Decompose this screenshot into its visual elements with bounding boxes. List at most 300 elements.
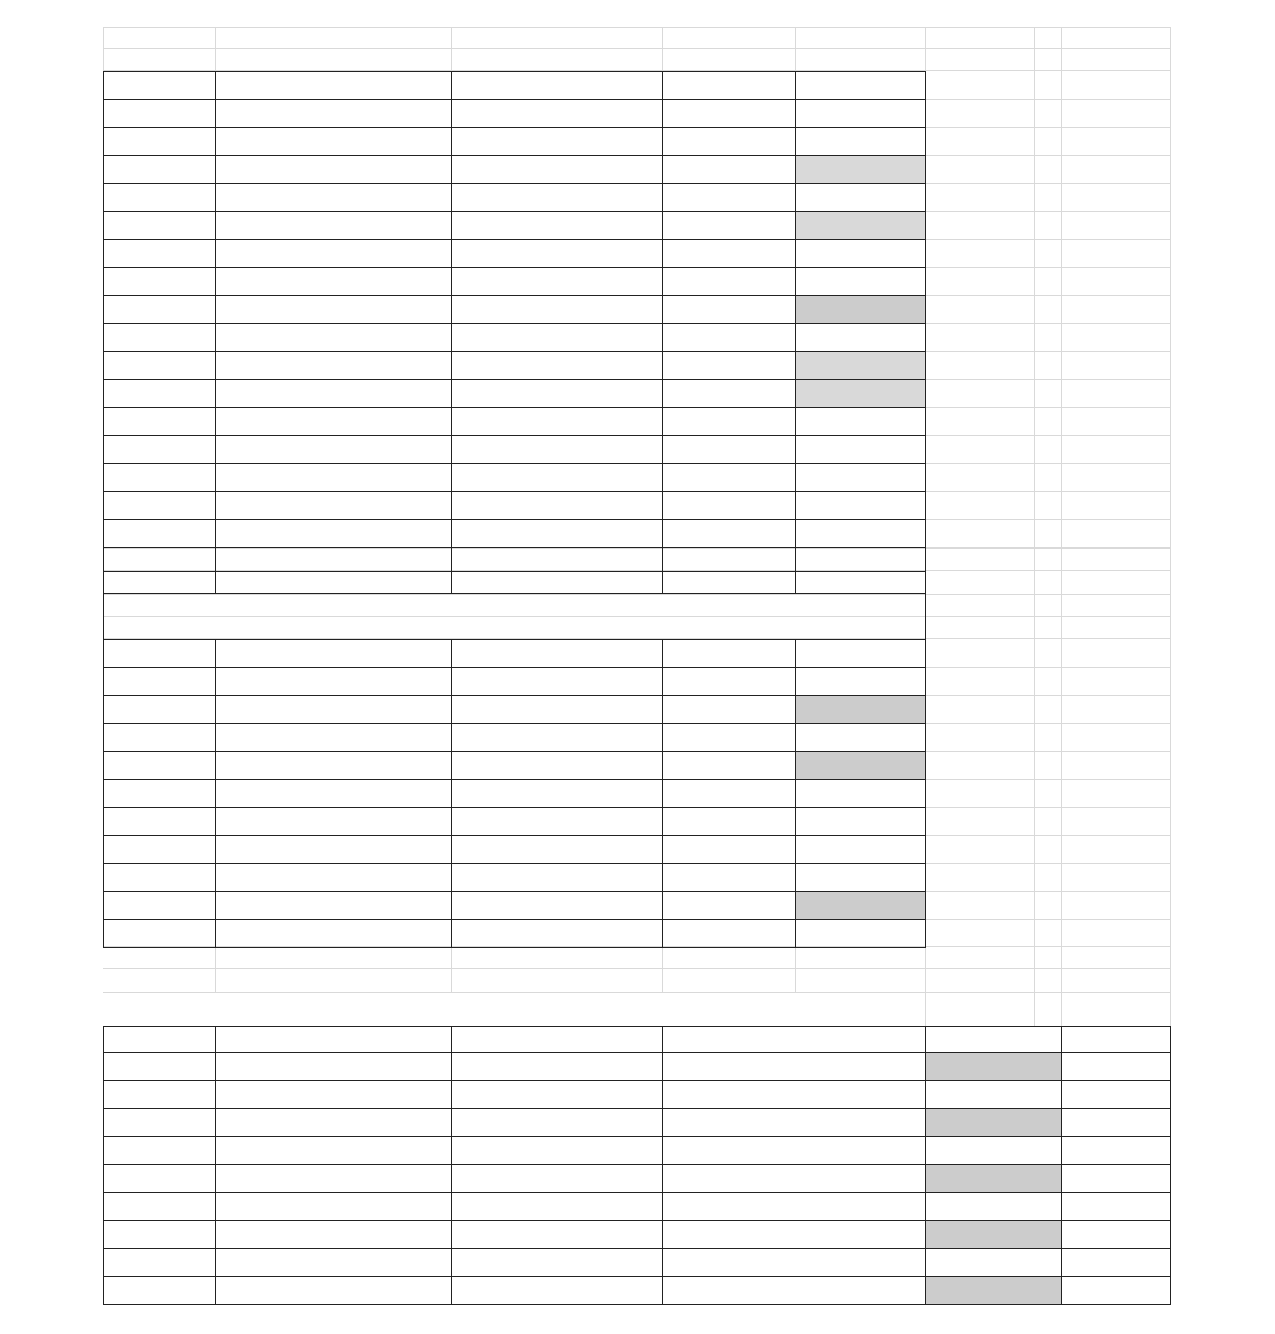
jv-cell <box>664 807 794 835</box>
middle-cell <box>217 1054 450 1082</box>
jv-cell <box>664 863 794 891</box>
middle-cell <box>1063 1138 1169 1166</box>
varsity-cell <box>664 239 794 267</box>
grid-line-v <box>795 946 796 993</box>
varsity-cell <box>664 211 794 239</box>
grid-line-h <box>103 351 926 352</box>
middle-header-day <box>217 1026 450 1052</box>
varsity-cell <box>217 211 450 239</box>
varsity-cell <box>217 407 450 435</box>
varsity-cell <box>664 519 794 547</box>
grid-line-h <box>925 323 1171 324</box>
varsity-cell <box>217 127 450 155</box>
middle-cell <box>217 1250 450 1278</box>
grid-line-v <box>925 1026 926 1305</box>
grid-line-v <box>451 639 452 948</box>
jv-cell <box>453 779 661 807</box>
varsity-cell <box>664 155 794 183</box>
middle-cell <box>217 1166 450 1194</box>
grid-line-h <box>103 779 926 780</box>
varsity-cell <box>105 183 214 211</box>
jv-cell <box>105 835 214 863</box>
varsity-cell <box>797 491 924 519</box>
middle-cell <box>927 1138 1060 1166</box>
jv-cell <box>105 891 214 919</box>
jv-cell <box>797 751 924 779</box>
grid-line-v <box>795 71 796 594</box>
grid-line-h <box>103 616 1171 617</box>
jv-cell <box>797 779 924 807</box>
middle-cell <box>1063 1166 1169 1194</box>
grid-line-h <box>103 379 926 380</box>
varsity-cell <box>105 155 214 183</box>
grid-line-h <box>103 1026 1171 1027</box>
varsity-cell <box>797 295 924 323</box>
jv-cell <box>453 695 661 723</box>
grid-line-h <box>103 571 926 572</box>
jv-cell <box>217 751 450 779</box>
varsity-cell <box>797 351 924 379</box>
jv-cell <box>664 695 794 723</box>
varsity-cell <box>797 323 924 351</box>
jv-cell <box>797 919 924 947</box>
middle-cell <box>1063 1222 1169 1250</box>
grid-line-v <box>795 27 796 71</box>
varsity-cell <box>797 127 924 155</box>
grid-line-h <box>103 99 926 100</box>
varsity-cell <box>453 407 661 435</box>
varsity-cell <box>453 239 661 267</box>
jv-cell <box>217 835 450 863</box>
grid-line-h <box>925 807 1171 808</box>
grid-line-h <box>103 1052 1171 1053</box>
jv-cell <box>453 835 661 863</box>
varsity-header-date <box>217 71 450 99</box>
varsity-header-week <box>105 71 214 99</box>
grid-line-v <box>1034 27 1035 1027</box>
middle-cell <box>217 1194 450 1222</box>
varsity-cell <box>217 379 450 407</box>
middle-cell <box>105 1051 214 1079</box>
middle-header-week <box>105 1026 214 1052</box>
varsity-cell <box>217 491 450 519</box>
grid-line-h <box>103 1276 1171 1277</box>
middle-cell <box>217 1110 450 1138</box>
middle-cell <box>105 1079 214 1107</box>
varsity-cell <box>453 127 661 155</box>
varsity-cell <box>105 211 214 239</box>
middle-cell <box>105 1219 214 1247</box>
middle-cell <box>1063 1278 1169 1306</box>
grid-line-v <box>1170 27 1171 1027</box>
grid-line-v <box>215 27 216 71</box>
middle-cell <box>453 1194 661 1222</box>
grid-line-h <box>103 1136 1171 1137</box>
middle-header-opponent <box>664 1026 924 1052</box>
middle-cell <box>664 1194 924 1222</box>
varsity-cell <box>105 435 214 463</box>
middle-cell <box>927 1110 1060 1138</box>
middle-cell <box>217 1138 450 1166</box>
grid-line-v <box>215 946 216 993</box>
middle-cell <box>664 1110 924 1138</box>
middle-cell <box>664 1250 924 1278</box>
grid-line-v <box>451 1026 452 1305</box>
grid-line-h <box>103 295 926 296</box>
jv-cell <box>664 751 794 779</box>
varsity-cell <box>453 211 661 239</box>
varsity-cell <box>105 519 214 547</box>
grid-line-h <box>103 71 926 72</box>
jv-cell <box>217 723 450 751</box>
jv-cell <box>105 723 214 751</box>
grid-line-v <box>103 71 104 594</box>
jv-cell <box>453 723 661 751</box>
varsity-cell <box>105 267 214 295</box>
middle-cell <box>927 1166 1060 1194</box>
grid-line-h <box>103 594 1171 595</box>
grid-line-h <box>925 435 1171 436</box>
grid-line-h <box>103 992 1171 993</box>
jv-cell <box>217 863 450 891</box>
varsity-cell <box>105 463 214 491</box>
grid-line-v <box>925 71 926 594</box>
grid-line-v <box>1061 1026 1062 1305</box>
varsity-cell <box>797 99 924 127</box>
varsity-cell <box>105 407 214 435</box>
grid-line-v <box>215 639 216 948</box>
middle-cell <box>664 1278 924 1306</box>
varsity-cell <box>453 351 661 379</box>
jv-cell <box>105 667 214 695</box>
grid-line-h <box>103 1248 1171 1249</box>
grid-line-h <box>925 463 1171 464</box>
middle-cell <box>927 1250 1060 1278</box>
grid-line-h <box>925 891 1171 892</box>
jv-cell <box>797 695 924 723</box>
varsity-cell <box>105 127 214 155</box>
jv-cell <box>797 807 924 835</box>
grid-line-h <box>925 351 1171 352</box>
grid-line-h <box>925 155 1171 156</box>
grid-line-h <box>103 183 926 184</box>
middle-cell <box>1063 1082 1169 1110</box>
jv-cell <box>664 779 794 807</box>
jv-cell <box>797 891 924 919</box>
grid-line-h <box>925 99 1171 100</box>
grid-line-h <box>103 751 926 752</box>
varsity-cell <box>453 323 661 351</box>
middle-cell <box>927 1054 1060 1082</box>
grid-line-h <box>103 491 926 492</box>
middle-cell <box>664 1054 924 1082</box>
varsity-cell <box>217 323 450 351</box>
varsity-cell <box>453 491 661 519</box>
varsity-cell <box>217 295 450 323</box>
jv-cell <box>105 863 214 891</box>
varsity-cell <box>105 379 214 407</box>
grid-line-h <box>103 127 926 128</box>
grid-line-h <box>103 27 1171 28</box>
middle-cell <box>1063 1110 1169 1138</box>
grid-line-v <box>451 27 452 71</box>
grid-line-h <box>925 491 1171 492</box>
grid-line-h <box>103 968 1171 969</box>
grid-line-v <box>103 593 104 640</box>
varsity-cell <box>217 239 450 267</box>
grid-line-h <box>925 183 1171 184</box>
grid-line-v <box>925 593 926 640</box>
grid-line-h <box>103 1192 1171 1193</box>
grid-line-v <box>451 71 452 594</box>
grid-line-h <box>103 435 926 436</box>
varsity-cell <box>797 267 924 295</box>
varsity-cell <box>453 519 661 547</box>
grid-line-h <box>103 863 926 864</box>
jv-header-date <box>217 639 450 667</box>
middle-cell <box>453 1110 661 1138</box>
varsity-cell <box>105 323 214 351</box>
jv-cell <box>797 723 924 751</box>
middle-cell <box>1063 1194 1169 1222</box>
grid-line-v <box>925 639 926 948</box>
grid-line-h <box>103 1304 1171 1305</box>
grid-line-h <box>925 863 1171 864</box>
jv-cell <box>453 863 661 891</box>
grid-line-h <box>103 947 926 948</box>
grid-line-h <box>103 407 926 408</box>
middle-header-place <box>927 1026 1060 1052</box>
varsity-cell <box>217 183 450 211</box>
jv-cell <box>453 807 661 835</box>
middle-cell <box>1063 1250 1169 1278</box>
varsity-cell <box>664 295 794 323</box>
grid-line-h <box>103 891 926 892</box>
grid-line-h <box>925 211 1171 212</box>
grid-line-h <box>103 807 926 808</box>
varsity-cell <box>664 351 794 379</box>
jv-header-opponent <box>453 639 661 667</box>
middle-cell <box>453 1138 661 1166</box>
varsity-cell <box>797 183 924 211</box>
grid-line-h <box>925 239 1171 240</box>
jv-cell <box>664 919 794 947</box>
grid-line-h <box>103 1108 1171 1109</box>
varsity-cell <box>453 99 661 127</box>
jv-cell <box>797 667 924 695</box>
middle-cell <box>453 1222 661 1250</box>
middle-cell <box>105 1163 214 1191</box>
varsity-cell <box>453 435 661 463</box>
grid-line-h <box>103 211 926 212</box>
grid-line-h <box>925 779 1171 780</box>
varsity-cell <box>664 491 794 519</box>
middle-cell <box>105 1247 214 1275</box>
middle-cell <box>664 1082 924 1110</box>
varsity-cell <box>664 323 794 351</box>
jv-cell <box>217 695 450 723</box>
varsity-cell <box>797 211 924 239</box>
middle-cell <box>664 1138 924 1166</box>
varsity-header-opponent <box>453 71 661 99</box>
grid-line-v <box>795 639 796 948</box>
grid-line-h <box>925 835 1171 836</box>
grid-line-h <box>103 1164 1171 1165</box>
grid-line-h <box>103 267 926 268</box>
grid-line-h <box>103 463 926 464</box>
grid-line-h <box>103 519 926 520</box>
grid-line-h <box>925 547 1171 548</box>
middle-cell <box>105 1275 214 1303</box>
varsity-cell <box>797 239 924 267</box>
grid-line-h <box>925 127 1171 128</box>
varsity-cell <box>797 463 924 491</box>
varsity-cell <box>217 99 450 127</box>
varsity-cell <box>105 239 214 267</box>
varsity-cell <box>217 155 450 183</box>
varsity-header-region-non <box>664 71 794 99</box>
varsity-cell <box>664 463 794 491</box>
varsity-cell <box>664 183 794 211</box>
grid-line-v <box>103 27 104 71</box>
grid-line-v <box>662 946 663 993</box>
varsity-cell <box>453 295 661 323</box>
grid-line-h <box>925 295 1171 296</box>
jv-cell <box>217 779 450 807</box>
varsity-cell <box>453 379 661 407</box>
varsity-cell <box>453 183 661 211</box>
jv-cell <box>217 891 450 919</box>
varsity-cell <box>217 267 450 295</box>
jv-cell <box>664 835 794 863</box>
middle-cell <box>927 1194 1060 1222</box>
grid-line-h <box>925 519 1171 520</box>
jv-cell <box>453 891 661 919</box>
grid-line-h <box>103 919 926 920</box>
varsity-cell <box>797 519 924 547</box>
grid-line-h <box>925 751 1171 752</box>
middle-cell <box>105 1191 214 1219</box>
grid-line-v <box>662 27 663 71</box>
grid-line-v <box>662 639 663 948</box>
jv-cell <box>105 695 214 723</box>
grid-line-h <box>925 667 1171 668</box>
varsity-cell <box>453 155 661 183</box>
grid-line-v <box>662 71 663 594</box>
varsity-cell <box>797 155 924 183</box>
grid-line-h <box>103 667 926 668</box>
varsity-cell <box>217 519 450 547</box>
varsity-cell <box>664 379 794 407</box>
jv-cell <box>453 919 661 947</box>
varsity-cell <box>797 435 924 463</box>
varsity-cell <box>105 491 214 519</box>
varsity-cell <box>105 99 214 127</box>
varsity-cell <box>453 267 661 295</box>
varsity-cell <box>105 351 214 379</box>
grid-line-v <box>1061 27 1062 1027</box>
varsity-cell <box>217 463 450 491</box>
middle-cell <box>217 1222 450 1250</box>
middle-cell <box>453 1250 661 1278</box>
grid-line-v <box>215 71 216 594</box>
middle-cell <box>105 1107 214 1135</box>
middle-cell <box>664 1222 924 1250</box>
grid-line-v <box>662 1026 663 1305</box>
grid-line-h <box>103 48 1171 49</box>
middle-cell <box>217 1082 450 1110</box>
grid-line-h <box>103 547 926 548</box>
grid-line-h <box>925 919 1171 920</box>
varsity-header-home-away <box>797 71 924 99</box>
jv-header-week <box>105 639 214 667</box>
grid-line-h <box>103 239 926 240</box>
middle-cell <box>105 1135 214 1163</box>
grid-line-h <box>925 407 1171 408</box>
varsity-cell <box>664 267 794 295</box>
varsity-cell <box>664 407 794 435</box>
varsity-cell <box>217 351 450 379</box>
jv-header-time <box>664 639 794 667</box>
jv-cell <box>105 751 214 779</box>
grid-line-v <box>103 639 104 948</box>
varsity-cell <box>217 435 450 463</box>
varsity-cell <box>797 407 924 435</box>
jv-cell <box>664 667 794 695</box>
grid-line-h <box>925 267 1171 268</box>
middle-cell <box>453 1166 661 1194</box>
varsity-cell <box>797 379 924 407</box>
grid-line-h <box>103 323 926 324</box>
middle-cell <box>927 1278 1060 1306</box>
jv-cell <box>664 891 794 919</box>
jv-cell <box>797 835 924 863</box>
grid-line-h <box>103 1080 1171 1081</box>
grid-line-h <box>103 723 926 724</box>
middle-cell <box>453 1082 661 1110</box>
varsity-cell <box>105 295 214 323</box>
jv-cell <box>664 723 794 751</box>
varsity-cell <box>664 127 794 155</box>
grid-line-h <box>103 593 926 594</box>
jv-cell <box>453 751 661 779</box>
middle-header-time <box>1063 1026 1169 1052</box>
grid-line-v <box>1170 1026 1171 1305</box>
middle-cell <box>664 1166 924 1194</box>
grid-line-h <box>925 723 1171 724</box>
grid-line-h <box>925 695 1171 696</box>
jv-cell <box>453 667 661 695</box>
grid-line-h <box>103 695 926 696</box>
middle-cell <box>217 1278 450 1306</box>
middle-cell <box>1063 1054 1169 1082</box>
grid-line-h <box>103 155 926 156</box>
middle-cell <box>927 1082 1060 1110</box>
middle-cell <box>453 1054 661 1082</box>
grid-line-v <box>451 946 452 993</box>
jv-cell <box>105 807 214 835</box>
grid-line-h <box>103 548 1171 549</box>
jv-cell <box>217 667 450 695</box>
varsity-cell <box>664 99 794 127</box>
grid-line-h <box>103 639 926 640</box>
grid-line-h <box>925 379 1171 380</box>
middle-cell <box>453 1278 661 1306</box>
grid-line-v <box>215 1026 216 1305</box>
varsity-cell <box>453 463 661 491</box>
jv-cell <box>105 779 214 807</box>
grid-line-h <box>103 1220 1171 1221</box>
